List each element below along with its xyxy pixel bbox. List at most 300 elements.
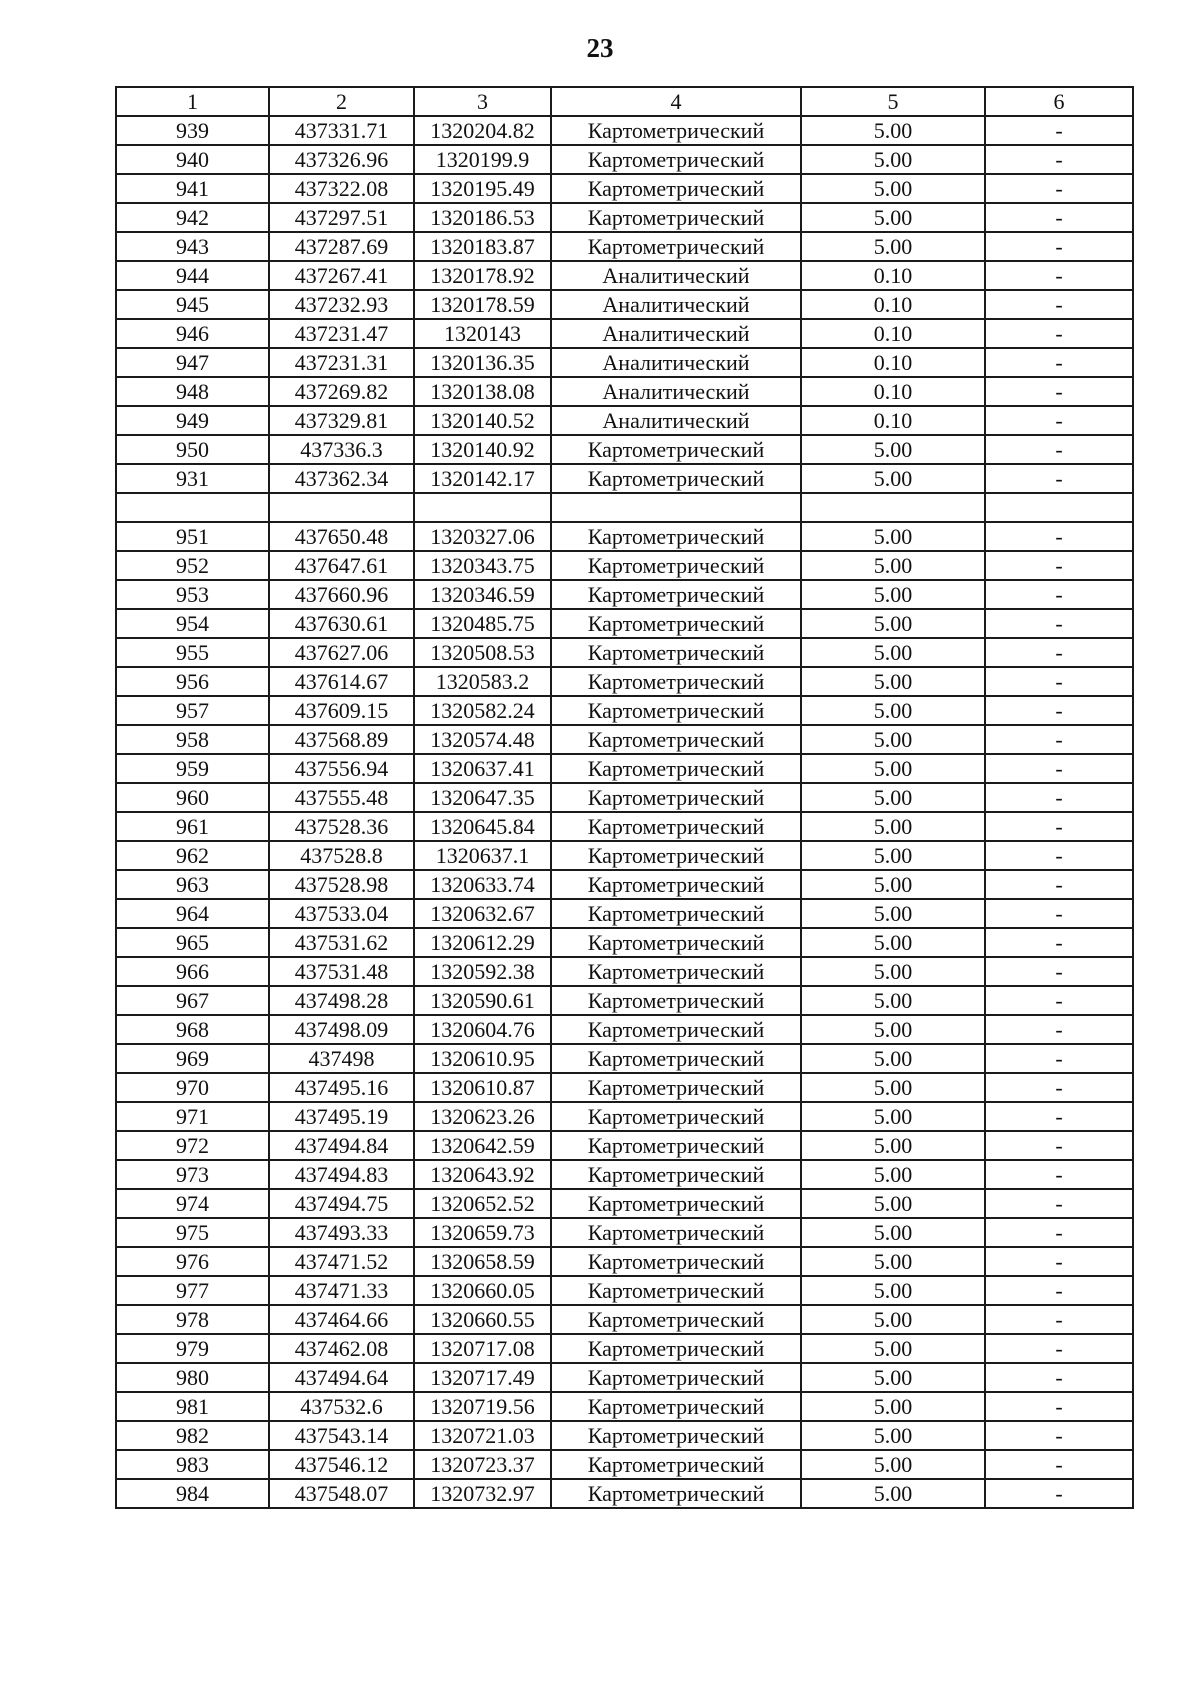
header-cell: 1 [116,87,269,116]
table-cell: 5.00 [801,667,985,696]
table-cell: 1320592.38 [414,957,551,986]
table-cell: - [985,1334,1133,1363]
table-cell: 981 [116,1392,269,1421]
table-cell: 1320633.74 [414,870,551,899]
table-cell: - [985,203,1133,232]
table-cell: 5.00 [801,1334,985,1363]
table-cell: 5.00 [801,754,985,783]
table-row [116,1189,1133,1218]
table-cell: Аналитический [551,319,801,348]
table-cell: 1320183.87 [414,232,551,261]
table-cell: 0.10 [801,261,985,290]
table-cell: - [985,580,1133,609]
table-cell: 5.00 [801,812,985,841]
table-cell: - [985,116,1133,145]
table-cell: 982 [116,1421,269,1450]
table-cell: 974 [116,1189,269,1218]
table-row [116,232,1133,261]
table-cell: - [985,1247,1133,1276]
table-cell: 5.00 [801,1479,985,1508]
table-cell: 1320195.49 [414,174,551,203]
table-cell: 437269.82 [269,377,414,406]
table-cell: Картометрический [551,232,801,261]
table-cell: - [985,1305,1133,1334]
table-cell: 437533.04 [269,899,414,928]
table-cell: 437498.09 [269,1015,414,1044]
table-header [116,87,1133,116]
table-cell: 5.00 [801,986,985,1015]
table-row [116,348,1133,377]
table-cell: Картометрический [551,1189,801,1218]
header-cell: 2 [269,87,414,116]
table-cell: 1320637.1 [414,841,551,870]
table-cell: 1320637.41 [414,754,551,783]
table-cell: - [985,464,1133,493]
table-cell: 947 [116,348,269,377]
table-cell: - [985,1189,1133,1218]
table-cell: 437650.48 [269,522,414,551]
table-cell: Картометрический [551,899,801,928]
table-cell: - [985,435,1133,464]
table-row [116,116,1133,145]
table-cell: - [985,928,1133,957]
table-cell: 437471.52 [269,1247,414,1276]
table-cell: 437231.47 [269,319,414,348]
table-cell: 1320643.92 [414,1160,551,1189]
table-row [116,1305,1133,1334]
table-cell: 963 [116,870,269,899]
table-cell: 978 [116,1305,269,1334]
table-cell: 1320590.61 [414,986,551,1015]
table-row [116,145,1133,174]
table-cell: 941 [116,174,269,203]
table-row [116,203,1133,232]
table-cell: 437494.75 [269,1189,414,1218]
table-cell: 972 [116,1131,269,1160]
table-cell: 5.00 [801,1160,985,1189]
table-cell: 5.00 [801,638,985,667]
table-cell: - [985,232,1133,261]
table-cell: 1320327.06 [414,522,551,551]
table-cell: 1320508.53 [414,638,551,667]
table-cell: 437498 [269,1044,414,1073]
table-cell: 950 [116,435,269,464]
table-row [116,493,1133,522]
table-cell: 1320574.48 [414,725,551,754]
table-cell: Картометрический [551,203,801,232]
table-row [116,870,1133,899]
table-cell: - [985,1015,1133,1044]
table-cell: 5.00 [801,870,985,899]
table-row [116,1218,1133,1247]
table-cell: Картометрический [551,1073,801,1102]
header-cell: 5 [801,87,985,116]
table-cell: Картометрический [551,870,801,899]
table-cell: 965 [116,928,269,957]
table-cell: 437555.48 [269,783,414,812]
table-cell: 1320604.76 [414,1015,551,1044]
table-cell: Картометрический [551,1218,801,1247]
table-cell: 437326.96 [269,145,414,174]
table-cell: 437267.41 [269,261,414,290]
table-row [116,1363,1133,1392]
table-cell: - [985,899,1133,928]
table-cell: 5.00 [801,435,985,464]
table-cell: 1320485.75 [414,609,551,638]
table-cell: Аналитический [551,261,801,290]
table-cell: 437336.3 [269,435,414,464]
table-cell: Картометрический [551,783,801,812]
table-cell: - [985,783,1133,812]
table-row [116,638,1133,667]
table-cell: 942 [116,203,269,232]
table-cell: Картометрический [551,580,801,609]
header-row [116,87,1133,116]
table-cell: Картометрический [551,1479,801,1508]
table-cell: - [985,957,1133,986]
table-cell: 437627.06 [269,638,414,667]
table-cell: Картометрический [551,435,801,464]
table-cell: Аналитический [551,377,801,406]
table-cell: 967 [116,986,269,1015]
table-cell: 944 [116,261,269,290]
table-cell: 437614.67 [269,667,414,696]
table-cell: - [985,1160,1133,1189]
table-cell: 5.00 [801,783,985,812]
table-cell: 5.00 [801,522,985,551]
table-cell: Картометрический [551,638,801,667]
table-cell: 971 [116,1102,269,1131]
table-cell: 976 [116,1247,269,1276]
table-cell: 964 [116,899,269,928]
table-row [116,435,1133,464]
table-cell: 437528.8 [269,841,414,870]
table-cell: 437528.36 [269,812,414,841]
table-cell: 5.00 [801,580,985,609]
table-row [116,696,1133,725]
table-cell: 437494.83 [269,1160,414,1189]
table-cell: 1320632.67 [414,899,551,928]
table-row [116,174,1133,203]
table-cell: Картометрический [551,1247,801,1276]
table-cell: Картометрический [551,812,801,841]
table-cell: 437647.61 [269,551,414,580]
table-cell [551,493,801,522]
table-cell: Картометрический [551,1305,801,1334]
table-cell: Картометрический [551,551,801,580]
table-cell: 5.00 [801,203,985,232]
table-row [116,1102,1133,1131]
table-cell: - [985,406,1133,435]
table-cell: 983 [116,1450,269,1479]
table-cell: 437297.51 [269,203,414,232]
table-cell: 958 [116,725,269,754]
table-cell: Картометрический [551,116,801,145]
table-row [116,580,1133,609]
table-cell: Картометрический [551,1421,801,1450]
table-cell: 1320346.59 [414,580,551,609]
table-cell: Картометрический [551,1450,801,1479]
table-cell: 1320204.82 [414,116,551,145]
table-cell: - [985,812,1133,841]
table-cell: - [985,1421,1133,1450]
table-cell: 437322.08 [269,174,414,203]
table-cell: 959 [116,754,269,783]
table-cell: Картометрический [551,957,801,986]
table-cell: 961 [116,812,269,841]
table-row [116,1044,1133,1073]
table-row [116,928,1133,957]
table-row [116,551,1133,580]
table-cell [985,493,1133,522]
table-cell: Картометрический [551,696,801,725]
table-cell: 5.00 [801,1276,985,1305]
table-cell: - [985,609,1133,638]
table-cell: 952 [116,551,269,580]
table-cell: 1320723.37 [414,1450,551,1479]
table-row [116,899,1133,928]
table-cell: - [985,1102,1133,1131]
table-row [116,1479,1133,1508]
table-cell: Картометрический [551,464,801,493]
table-cell [269,493,414,522]
table-row [116,957,1133,986]
table-cell: 1320143 [414,319,551,348]
table-cell: 5.00 [801,174,985,203]
table-cell: 1320610.95 [414,1044,551,1073]
table-row [116,1421,1133,1450]
table-row [116,609,1133,638]
table-cell: 5.00 [801,1073,985,1102]
table-cell: 0.10 [801,290,985,319]
table-cell: 5.00 [801,1044,985,1073]
table-row [116,725,1133,754]
table-cell: Картометрический [551,841,801,870]
table-cell: 966 [116,957,269,986]
table-cell: 437531.62 [269,928,414,957]
table-cell: 1320582.24 [414,696,551,725]
table-cell [801,493,985,522]
table-cell: 5.00 [801,928,985,957]
table-cell: 943 [116,232,269,261]
table-row [116,464,1133,493]
table-cell: 5.00 [801,1363,985,1392]
table-cell: - [985,348,1133,377]
table-cell: 975 [116,1218,269,1247]
table-cell: 1320178.92 [414,261,551,290]
table-cell: - [985,696,1133,725]
table-cell: 1320138.08 [414,377,551,406]
table-cell: - [985,638,1133,667]
table-cell: - [985,1450,1133,1479]
table-row [116,783,1133,812]
table-cell: 970 [116,1073,269,1102]
table-cell: 1320732.97 [414,1479,551,1508]
table-cell: - [985,261,1133,290]
table-cell: 437232.93 [269,290,414,319]
table-cell: 5.00 [801,957,985,986]
table-cell: 5.00 [801,1392,985,1421]
table-cell: 437471.33 [269,1276,414,1305]
table-cell: 5.00 [801,116,985,145]
table-cell: 437494.64 [269,1363,414,1392]
table-cell: 1320186.53 [414,203,551,232]
table-cell: 437495.16 [269,1073,414,1102]
table-cell: 437287.69 [269,232,414,261]
header-cell: 3 [414,87,551,116]
table-cell: 5.00 [801,1218,985,1247]
table-cell: 437660.96 [269,580,414,609]
table-cell: 984 [116,1479,269,1508]
table-cell: - [985,1218,1133,1247]
table-cell: 5.00 [801,1015,985,1044]
table-cell: 1320659.73 [414,1218,551,1247]
table-cell: - [985,377,1133,406]
table-cell: 1320140.92 [414,435,551,464]
table-cell: Картометрический [551,725,801,754]
table-row [116,377,1133,406]
table-cell: 1320658.59 [414,1247,551,1276]
table-row [116,1392,1133,1421]
table-cell: 5.00 [801,1450,985,1479]
table-cell: Картометрический [551,145,801,174]
table-row [116,1160,1133,1189]
table-cell: 437495.19 [269,1102,414,1131]
table-cell: 437329.81 [269,406,414,435]
table-cell: - [985,725,1133,754]
table-cell: - [985,551,1133,580]
table-cell: 1320142.17 [414,464,551,493]
table-cell: 437546.12 [269,1450,414,1479]
table-cell: 1320343.75 [414,551,551,580]
table-row [116,1450,1133,1479]
table-cell: 5.00 [801,1131,985,1160]
table-cell: 437609.15 [269,696,414,725]
table-row [116,261,1133,290]
table-cell: 1320199.9 [414,145,551,174]
table-cell: 945 [116,290,269,319]
header-cell: 4 [551,87,801,116]
table-cell: - [985,1276,1133,1305]
table-cell: 939 [116,116,269,145]
page-number: 23 [586,33,614,63]
table-row [116,841,1133,870]
table-row [116,290,1133,319]
table-cell: 962 [116,841,269,870]
table-cell: 437556.94 [269,754,414,783]
table-cell: Аналитический [551,406,801,435]
table-cell: Картометрический [551,1334,801,1363]
table-cell: 1320660.05 [414,1276,551,1305]
table-cell: 977 [116,1276,269,1305]
table-cell: 0.10 [801,348,985,377]
table-cell: 437548.07 [269,1479,414,1508]
table-cell: 949 [116,406,269,435]
table-cell: 946 [116,319,269,348]
table-cell: 0.10 [801,406,985,435]
table-cell: - [985,1392,1133,1421]
table-cell: 931 [116,464,269,493]
table-cell: 5.00 [801,609,985,638]
table-cell: - [985,667,1133,696]
table-cell: Картометрический [551,609,801,638]
table-cell: 1320612.29 [414,928,551,957]
table-cell: 957 [116,696,269,725]
table-cell: - [985,986,1133,1015]
table-cell: 968 [116,1015,269,1044]
table-cell: 5.00 [801,1421,985,1450]
table-cell: 948 [116,377,269,406]
table-cell: 951 [116,522,269,551]
table-cell: 940 [116,145,269,174]
table-cell: 973 [116,1160,269,1189]
table-cell [414,493,551,522]
table-cell: 1320140.52 [414,406,551,435]
table-row [116,522,1133,551]
table-cell: 437532.6 [269,1392,414,1421]
table-cell: Картометрический [551,1363,801,1392]
table-cell: 5.00 [801,551,985,580]
table-cell: 437528.98 [269,870,414,899]
table-cell: 5.00 [801,1247,985,1276]
table-cell: Картометрический [551,1044,801,1073]
table-cell: 437543.14 [269,1421,414,1450]
table-row [116,1015,1133,1044]
table-cell: Картометрический [551,1015,801,1044]
table-cell: 1320647.35 [414,783,551,812]
table-cell: 954 [116,609,269,638]
table-cell: - [985,174,1133,203]
table-cell: Картометрический [551,667,801,696]
table-cell: Картометрический [551,1276,801,1305]
table-cell: - [985,522,1133,551]
table-cell: 437464.66 [269,1305,414,1334]
table-cell: 5.00 [801,696,985,725]
table-cell: 960 [116,783,269,812]
table-cell: 1320717.08 [414,1334,551,1363]
table-cell: 437568.89 [269,725,414,754]
table-cell: 5.00 [801,1305,985,1334]
table-cell: 1320136.35 [414,348,551,377]
table-cell: 437494.84 [269,1131,414,1160]
table-row [116,812,1133,841]
table-cell: - [985,1131,1133,1160]
table-cell: 5.00 [801,899,985,928]
table-cell: 5.00 [801,1189,985,1218]
table-cell: Картометрический [551,986,801,1015]
table-row [116,986,1133,1015]
table-cell: 1320660.55 [414,1305,551,1334]
table-cell: 1320721.03 [414,1421,551,1450]
table-cell: 5.00 [801,232,985,261]
table-row [116,1131,1133,1160]
table-cell: 437231.31 [269,348,414,377]
table-cell: Картометрический [551,928,801,957]
table-row [116,406,1133,435]
table-cell [116,493,269,522]
table-cell: - [985,754,1133,783]
table-cell: - [985,1479,1133,1508]
table-cell: 5.00 [801,464,985,493]
table-cell: 955 [116,638,269,667]
table-cell: - [985,841,1133,870]
table-cell: 5.00 [801,1102,985,1131]
table-cell: 1320642.59 [414,1131,551,1160]
table-row [116,319,1133,348]
table-cell: 437331.71 [269,116,414,145]
table-cell: 437493.33 [269,1218,414,1247]
table-cell: Картометрический [551,1160,801,1189]
